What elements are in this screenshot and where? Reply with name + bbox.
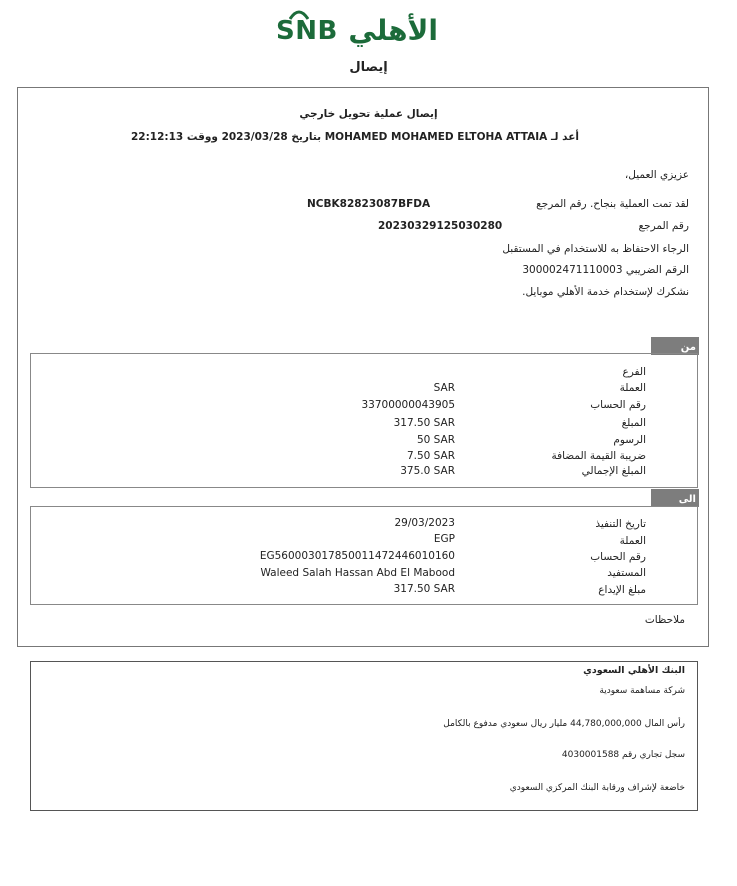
from-branch-label: الفرع — [622, 366, 646, 378]
from-total-value: 375.0 SAR — [400, 465, 455, 477]
from-section-box — [30, 353, 698, 488]
bank-footer-box — [30, 661, 698, 811]
prepared-prefix: أعد لـ — [550, 131, 579, 143]
to-beneficiary-value: Waleed Salah Hassan Abd El Mabood — [260, 567, 455, 579]
from-total-label: المبلغ الإجمالي — [581, 465, 646, 477]
from-section-tab: من — [651, 337, 699, 355]
to-currency-value: EGP — [433, 533, 455, 545]
transaction-date: 2023/03/28 — [221, 131, 288, 143]
tax-number: الرقم الضريبي 300002471110003 — [522, 264, 689, 276]
from-vat-label: ضريبة القيمة المضافة — [551, 450, 646, 462]
from-fees-value: 50 SAR — [416, 434, 455, 446]
date-word: بتاريخ — [291, 131, 322, 143]
receipt-heading: إيصال عملية تحويل خارجي — [299, 108, 438, 120]
logo-arabic-text: الأهلي — [348, 14, 438, 47]
from-currency-label: العملة — [619, 382, 646, 394]
time-word: ووقت — [186, 131, 218, 143]
from-currency-value: SAR — [433, 382, 455, 394]
to-account-label: رقم الحساب — [590, 551, 646, 563]
to-beneficiary-label: المستفيد — [607, 567, 646, 579]
from-account-label: رقم الحساب — [590, 399, 646, 411]
customer-name: MOHAMED MOHAMED ELTOHA ATTAIA — [324, 131, 548, 143]
to-section-tab: الى — [651, 489, 699, 507]
from-vat-value: 7.50 SAR — [406, 450, 455, 462]
reference-number: 20230329125030280 — [378, 220, 503, 232]
notes-label: ملاحظات — [644, 614, 685, 626]
footer-company-type: شركة مساهمة سعودية — [599, 686, 685, 696]
thanks-message: نشكرك لإستخدام خدمة الأهلي موبايل. — [522, 286, 689, 298]
keep-message: الرجاء الاحتفاظ به للاستخدام في المستقبل — [502, 243, 689, 255]
to-deposit-value: 317.50 SAR — [393, 583, 455, 595]
footer-bank-name: البنك الأهلي السعودي — [583, 665, 685, 676]
from-amount-value: 317.50 SAR — [393, 417, 455, 429]
to-currency-label: العملة — [619, 535, 646, 547]
success-message: لقد تمت العملية بنجاح. رقم المرجع — [536, 198, 689, 210]
snb-logo — [276, 6, 438, 48]
to-date-value: 29/03/2023 — [394, 517, 455, 529]
to-date-label: تاريخ التنفيذ — [595, 518, 646, 530]
greeting: عزيزي العميل، — [624, 169, 689, 181]
to-account-value: EG560003017850011472446010160 — [259, 550, 455, 562]
success-reference: NCBK82823087BFDA — [307, 198, 431, 210]
to-section-box — [30, 506, 698, 605]
transaction-time: 22:12:13 — [130, 131, 184, 143]
reference-label: رقم المرجع — [638, 220, 689, 232]
to-deposit-label: مبلغ الإيداع — [598, 584, 646, 596]
footer-capital: رأس المال 44,780,000,000 مليار ريال سعودي مدفوع بالكامل — [443, 719, 685, 729]
prepared-for-line — [131, 131, 579, 143]
from-account-value: 33700000043905 — [361, 399, 455, 411]
page-title: إيصال — [349, 60, 388, 75]
footer-supervision: خاضعة لإشراف ورقابة البنك المركزي السعودي — [509, 783, 685, 793]
from-fees-label: الرسوم — [613, 434, 646, 446]
footer-commercial-registration: سجل تجاري رقم 4030001588 — [561, 750, 685, 760]
logo-latin-text: SNB — [276, 16, 338, 46]
from-amount-label: المبلغ — [621, 417, 646, 429]
